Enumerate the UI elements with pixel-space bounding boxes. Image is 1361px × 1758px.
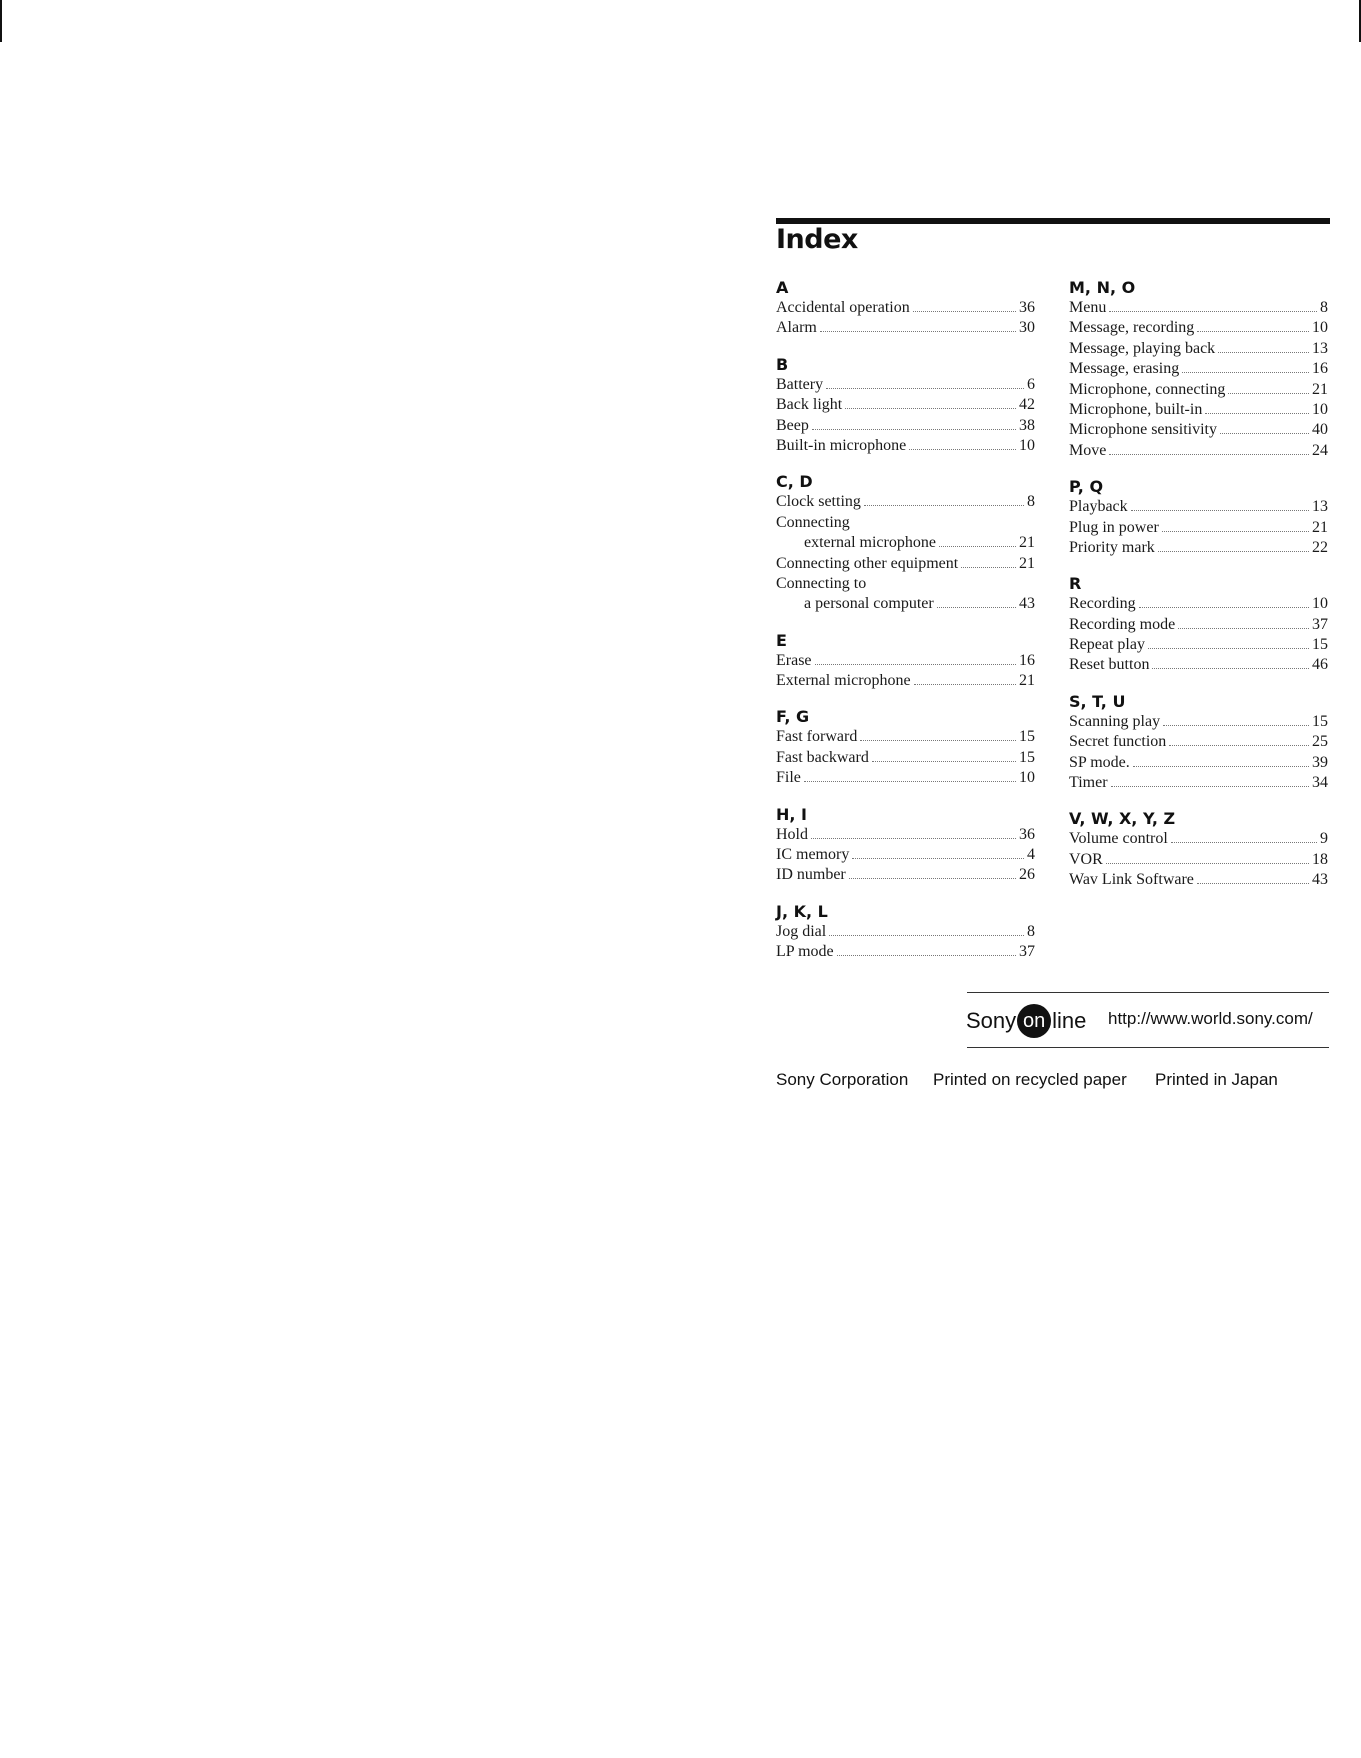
leader-dots	[804, 769, 1016, 782]
index-entry	[1069, 359, 1328, 379]
leader-dots	[1163, 713, 1309, 726]
index-entry	[1069, 497, 1328, 517]
entry-term: Volume control	[1069, 830, 1168, 848]
entry-term: External microphone	[776, 672, 911, 690]
index-column-left	[776, 278, 1035, 979]
index-entry	[776, 375, 1035, 395]
left-edge-mark	[0, 0, 2, 42]
entry-page: 21	[1019, 672, 1035, 690]
entry-page: 15	[1312, 636, 1328, 654]
index-entry	[776, 651, 1035, 671]
index-entry	[776, 298, 1035, 318]
entry-page: 43	[1312, 871, 1328, 889]
index-section	[776, 707, 1035, 788]
entry-page: 10	[1312, 400, 1328, 418]
entry-term: Fast forward	[776, 728, 858, 746]
index-entry	[776, 318, 1035, 338]
entry-page: 37	[1312, 615, 1328, 633]
entry-term: Recording	[1069, 595, 1136, 613]
entry-page: 22	[1312, 538, 1328, 556]
section-letter: F, G	[776, 707, 810, 727]
leader-dots	[1109, 299, 1317, 312]
entry-page: 46	[1312, 656, 1328, 674]
footer-rule-bottom	[967, 1047, 1329, 1048]
entry-term: Beep	[776, 416, 809, 434]
index-entry	[776, 416, 1035, 436]
leader-dots	[1228, 381, 1309, 394]
entry-term: Back light	[776, 396, 843, 414]
leader-dots	[864, 493, 1024, 506]
entry-page: 21	[1019, 554, 1035, 572]
entry-term: Erase	[776, 651, 812, 669]
leader-dots	[1178, 616, 1309, 629]
entry-term: a personal computer	[804, 595, 934, 613]
index-top-rule	[776, 218, 1330, 224]
leader-dots	[1106, 851, 1309, 864]
leader-dots	[937, 595, 1016, 608]
entry-term: Connecting	[776, 513, 850, 531]
entry-term: Timer	[1069, 774, 1108, 792]
entry-term: Message, erasing	[1069, 360, 1180, 378]
leader-dots	[1197, 319, 1309, 332]
entry-page: 13	[1312, 498, 1328, 516]
entry-page: 24	[1312, 441, 1328, 459]
entry-page: 8	[1027, 922, 1035, 940]
entry-term: Menu	[1069, 299, 1107, 316]
leader-dots	[913, 299, 1016, 312]
leader-dots	[1220, 421, 1309, 434]
section-letter: C, D	[776, 472, 813, 492]
index-entry	[776, 554, 1035, 574]
index-entry	[776, 825, 1035, 845]
section-letter: R	[1069, 574, 1082, 594]
leader-dots	[837, 943, 1016, 956]
entry-term: Microphone, built-in	[1069, 400, 1203, 418]
index-section	[776, 278, 1035, 339]
entry-term: Connecting other equipment	[776, 554, 959, 572]
leader-dots	[1133, 754, 1309, 767]
index-entry	[776, 594, 1035, 614]
section-letter: S, T, U	[1069, 691, 1126, 711]
entry-term: Alarm	[776, 319, 817, 337]
index-entry	[1069, 732, 1328, 752]
entry-page: 36	[1019, 299, 1035, 316]
entry-term: Repeat play	[1069, 636, 1145, 654]
entry-page: 16	[1312, 360, 1328, 378]
entry-term: external microphone	[804, 534, 936, 552]
entry-page: 38	[1019, 416, 1035, 434]
paper-note: Printed on recycled paper	[933, 1070, 1127, 1089]
entry-term: Scanning play	[1069, 712, 1161, 730]
leader-dots	[939, 534, 1016, 547]
entry-page: 10	[1312, 319, 1328, 337]
entry-term: VOR	[1069, 850, 1103, 868]
entry-page: 4	[1027, 846, 1035, 864]
index-entry	[1069, 441, 1328, 461]
leader-dots	[1109, 442, 1309, 455]
entry-term: Priority mark	[1069, 538, 1155, 556]
index-entry	[1069, 773, 1328, 793]
index-entry	[1069, 870, 1328, 890]
entry-term: Clock setting	[776, 493, 861, 511]
company-name: Sony Corporation	[776, 1070, 909, 1089]
entry-term: Microphone sensitivity	[1069, 421, 1217, 439]
index-section	[776, 631, 1035, 692]
entry-page: 10	[1019, 436, 1035, 454]
country-note: Printed in Japan	[1155, 1070, 1278, 1089]
leader-dots	[909, 437, 1016, 450]
leader-dots	[1182, 360, 1309, 373]
entry-page: 21	[1312, 518, 1328, 536]
section-letter: E	[776, 630, 787, 650]
entry-page: 26	[1019, 866, 1035, 884]
index-column-right	[1069, 278, 1328, 907]
section-letter: M, N, O	[1069, 278, 1136, 297]
index-entry	[776, 922, 1035, 942]
entry-page: 21	[1019, 534, 1035, 552]
index-section	[1069, 692, 1328, 794]
index-entry	[776, 533, 1035, 553]
index-entry	[1069, 712, 1328, 732]
entry-page: 10	[1019, 769, 1035, 787]
entry-term: Playback	[1069, 498, 1128, 516]
leader-dots	[1197, 871, 1309, 884]
index-entry	[776, 513, 1035, 533]
entry-page: 15	[1019, 748, 1035, 766]
entry-page: 43	[1019, 595, 1035, 613]
index-entry	[1069, 635, 1328, 655]
entry-page: 25	[1312, 733, 1328, 751]
entry-page: 21	[1312, 380, 1328, 398]
index-entry	[1069, 850, 1328, 870]
section-letter: P, Q	[1069, 477, 1104, 497]
leader-dots	[1152, 656, 1309, 669]
index-section	[1069, 574, 1328, 676]
index-section	[1069, 278, 1328, 461]
entry-page: 15	[1019, 728, 1035, 746]
entry-term: Reset button	[1069, 656, 1150, 674]
index-entry	[776, 574, 1035, 594]
entry-term: Recording mode	[1069, 615, 1176, 633]
index-entry	[1069, 655, 1328, 675]
leader-dots	[860, 728, 1016, 741]
logo-suffix: line	[1052, 1008, 1087, 1033]
leader-dots	[812, 417, 1016, 430]
footer-rule-top	[967, 992, 1329, 993]
index-entry	[1069, 400, 1328, 420]
entry-term: Battery	[776, 375, 824, 393]
leader-dots	[1218, 340, 1309, 353]
index-entry	[1069, 753, 1328, 773]
entry-term: LP mode	[776, 943, 834, 961]
index-section	[776, 805, 1035, 886]
entry-term: Built-in microphone	[776, 436, 907, 454]
index-entry	[776, 395, 1035, 415]
leader-dots	[829, 923, 1024, 936]
entry-page: 30	[1019, 319, 1035, 337]
index-entry	[776, 748, 1035, 768]
index-entry	[1069, 298, 1328, 318]
entry-page: 16	[1019, 651, 1035, 669]
leader-dots	[852, 846, 1024, 859]
leader-dots	[1205, 401, 1309, 414]
entry-page: 36	[1019, 825, 1035, 843]
entry-term: Fast backward	[776, 748, 869, 766]
index-entry	[776, 492, 1035, 512]
leader-dots	[1139, 595, 1309, 608]
entry-page: 8	[1320, 299, 1328, 316]
leader-dots	[872, 749, 1016, 762]
entry-page: 39	[1312, 753, 1328, 771]
entry-page: 37	[1019, 943, 1035, 961]
entry-page: 13	[1312, 339, 1328, 357]
section-letter: J, K, L	[776, 901, 828, 921]
index-section	[776, 902, 1035, 963]
index-entry	[776, 727, 1035, 747]
index-entry	[1069, 518, 1328, 538]
leader-dots	[1148, 636, 1309, 649]
entry-page: 42	[1019, 396, 1035, 414]
index-section	[1069, 809, 1328, 890]
leader-dots	[845, 396, 1016, 409]
leader-dots	[815, 652, 1016, 665]
index-entry	[1069, 829, 1328, 849]
entry-page: 18	[1312, 850, 1328, 868]
index-title: Index	[776, 224, 858, 255]
entry-page: 10	[1312, 595, 1328, 613]
leader-dots	[1171, 830, 1317, 843]
index-entry	[1069, 380, 1328, 400]
entry-page: 6	[1027, 375, 1035, 393]
section-letter: H, I	[776, 804, 807, 824]
index-entry	[776, 865, 1035, 885]
leader-dots	[1169, 733, 1309, 746]
entry-page: 8	[1027, 493, 1035, 511]
entry-term: SP mode.	[1069, 753, 1130, 771]
entry-term: Message, recording	[1069, 319, 1195, 337]
leader-dots	[811, 826, 1016, 839]
leader-dots	[914, 672, 1016, 685]
index-entry	[1069, 615, 1328, 635]
index-entry	[776, 942, 1035, 962]
entry-term: Secret function	[1069, 733, 1167, 751]
entry-term: Microphone, connecting	[1069, 380, 1226, 398]
section-letter: A	[776, 278, 789, 297]
index-section	[776, 472, 1035, 614]
index-entry	[776, 768, 1035, 788]
leader-dots	[1162, 519, 1309, 532]
entry-page: 15	[1312, 712, 1328, 730]
entry-page: 40	[1312, 421, 1328, 439]
entry-term: Connecting to	[776, 574, 867, 592]
leader-dots	[1158, 539, 1309, 552]
entry-term: Plug in power	[1069, 518, 1159, 536]
entry-page: 9	[1320, 830, 1328, 848]
entry-term: Move	[1069, 441, 1107, 459]
logo-prefix: Sony	[966, 1008, 1017, 1033]
index-section	[1069, 477, 1328, 558]
index-entry	[1069, 318, 1328, 338]
website-url[interactable]: http://www.world.sony.com/	[1108, 1009, 1313, 1028]
index-entry	[776, 671, 1035, 691]
index-section	[776, 355, 1035, 457]
index-entry	[1069, 594, 1328, 614]
entry-term: Accidental operation	[776, 299, 910, 316]
leader-dots	[826, 376, 1024, 389]
leader-dots	[1131, 498, 1309, 511]
leader-dots	[849, 866, 1016, 879]
leader-dots	[961, 555, 1016, 568]
entry-page: 34	[1312, 774, 1328, 792]
index-entry	[1069, 538, 1328, 558]
entry-term: ID number	[776, 866, 846, 884]
logo-on-circle: on	[1017, 1004, 1051, 1038]
entry-term: Wav Link Software	[1069, 871, 1194, 889]
entry-term: IC memory	[776, 846, 850, 864]
sony-online-logo	[966, 1004, 1086, 1038]
leader-dots	[820, 319, 1016, 332]
entry-term: Jog dial	[776, 922, 827, 940]
entry-term: Hold	[776, 825, 808, 843]
index-entry	[1069, 420, 1328, 440]
leader-dots	[1111, 774, 1309, 787]
entry-term: File	[776, 769, 801, 787]
section-letter: V, W, X, Y, Z	[1069, 809, 1176, 829]
entry-term: Message, playing back	[1069, 339, 1216, 357]
index-entry	[776, 436, 1035, 456]
section-letter: B	[776, 354, 789, 374]
index-entry	[1069, 339, 1328, 359]
index-entry	[776, 845, 1035, 865]
